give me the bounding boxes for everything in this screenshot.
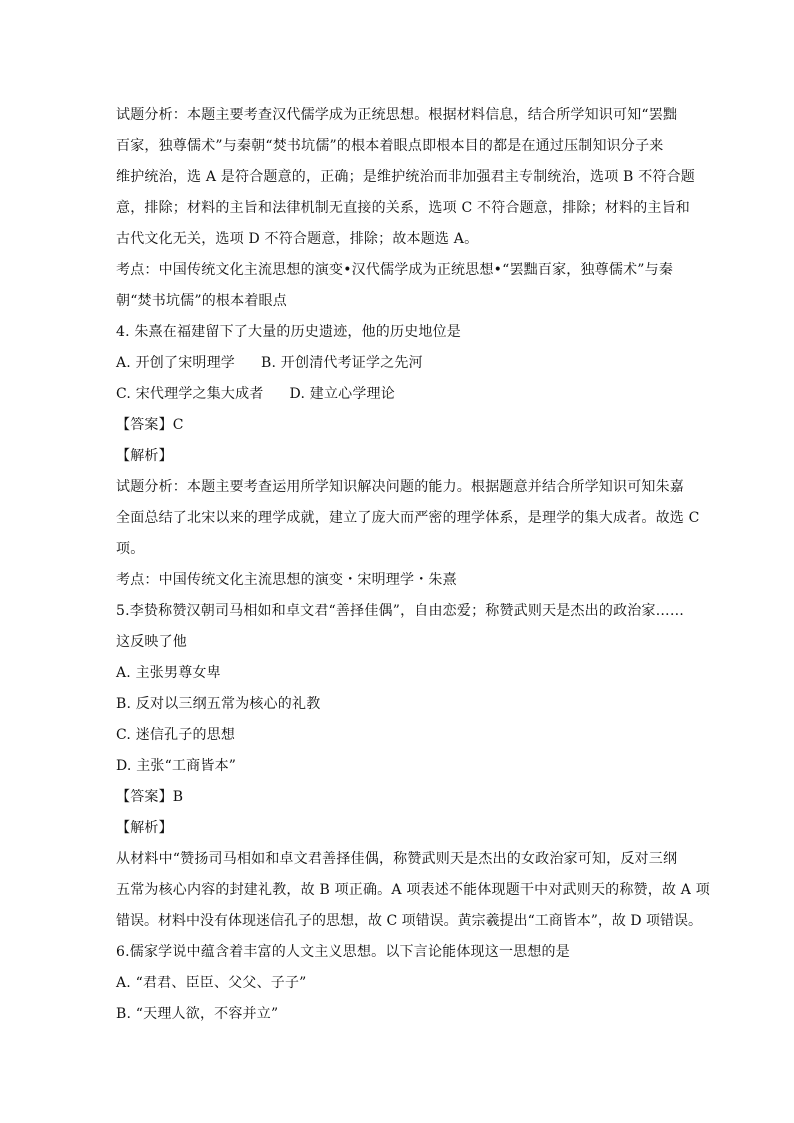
q4-stem: 4. 朱熹在福建留下了大量的历史遗迹，他的历史地位是 xyxy=(116,324,462,340)
q3-kaodian-line-2: 朝“焚书坑儒”的根本着眼点 xyxy=(116,293,287,309)
q5-option-b: B. 反对以三纲五常为核心的礼教 xyxy=(116,696,321,712)
q5-option-a: A. 主张男尊女卑 xyxy=(116,665,221,681)
q3-analysis-line-1: 试题分析：本题主要考查汉代儒学成为正统思想。根据材料信息，结合所学知识可知“罢黜 xyxy=(116,107,678,123)
q4-analysis-line-3: 项。 xyxy=(116,541,145,557)
q3-analysis-line-4: 意，排除；材料的主旨和法律机制无直接的关系，选项 C 不符合题意，排除；材料的主旨和 xyxy=(116,200,691,216)
q3-analysis-line-5: 古代文化无关，选项 D 不符合题意，排除；故本题选 A。 xyxy=(116,231,479,247)
document-page xyxy=(116,100,710,1030)
q4-option-a: A. 开创了宋明理学 xyxy=(116,355,236,371)
q3-analysis-line-2: 百家，独尊儒术”与秦朝“焚书坑儒”的根本着眼点即根本目的都是在通过压制知识分子来 xyxy=(116,138,664,154)
q6-stem: 6.儒家学说中蕴含着丰富的人文主义思想。以下言论能体现这一思想的是 xyxy=(116,944,570,960)
q5-option-c: C. 迷信孔子的思想 xyxy=(116,727,236,743)
q4-options-row-1 xyxy=(116,348,684,379)
q6-option-b: B. “天理人欲，不容并立” xyxy=(116,1006,279,1022)
q4-analysis-line-1: 试题分析：本题主要考查运用所学知识解决问题的能力。根据题意并结合所学知识可知朱嘉 xyxy=(116,479,684,495)
q5-answer: 【答案】B xyxy=(116,789,184,805)
q4-option-b: B. 开创清代考证学之先河 xyxy=(261,355,423,371)
q3-analysis-line-3: 维护统治，选 A 是符合题意的，正确；是维护统治而非加强君主专制统治，选项 B 不符合题 xyxy=(116,169,695,185)
q3-kaodian-line-1: 考点：中国传统文化主流思想的演变•汉代儒学成为正统思想•“罢黜百家，独尊儒术”与秦 xyxy=(116,262,674,278)
q4-options-row-2 xyxy=(116,379,684,410)
q5-stem-line-1: 5.李贽称赞汉朝司马相如和卓文君“善择佳偶”，自由恋爱；称赞武则天是杰出的政治家…… xyxy=(116,603,685,619)
q4-analysis-header: 【解析】 xyxy=(116,448,173,464)
q5-analysis-line-3: 错误。材料中没有体现迷信孔子的思想，故 C 项错误。黄宗羲提出“工商皆本”，故 D 项错误。 xyxy=(116,913,703,929)
q5-option-d: D. 主张“工商皆本” xyxy=(116,758,237,774)
q6-option-a: A. “君君、臣臣、父父、子子” xyxy=(116,975,307,991)
q5-analysis-header: 【解析】 xyxy=(116,820,173,836)
q4-option-d: D. 建立心学理论 xyxy=(289,386,395,402)
q5-analysis-line-1: 从材料中“赞扬司马相如和卓文君善择佳偶，称赞武则天是杰出的女政治家可知，反对三纲 xyxy=(116,851,678,867)
q4-analysis-line-2: 全面总结了北宋以来的理学成就，建立了庞大而严密的理学体系，是理学的集大成者。故选 C xyxy=(116,510,700,526)
q5-stem-line-2: 这反映了他 xyxy=(116,634,187,650)
q5-analysis-line-2: 五常为核心内容的封建礼教，故 B 项正确。A 项表述不能体现题干中对武则天的称赞，故 A 项 xyxy=(116,882,710,898)
q4-option-c: C. 宋代理学之集大成者 xyxy=(116,386,264,402)
q4-answer: 【答案】C xyxy=(116,417,184,433)
q4-kaodian: 考点：中国传统文化主流思想的演变・宋明理学・朱熹 xyxy=(116,572,457,588)
